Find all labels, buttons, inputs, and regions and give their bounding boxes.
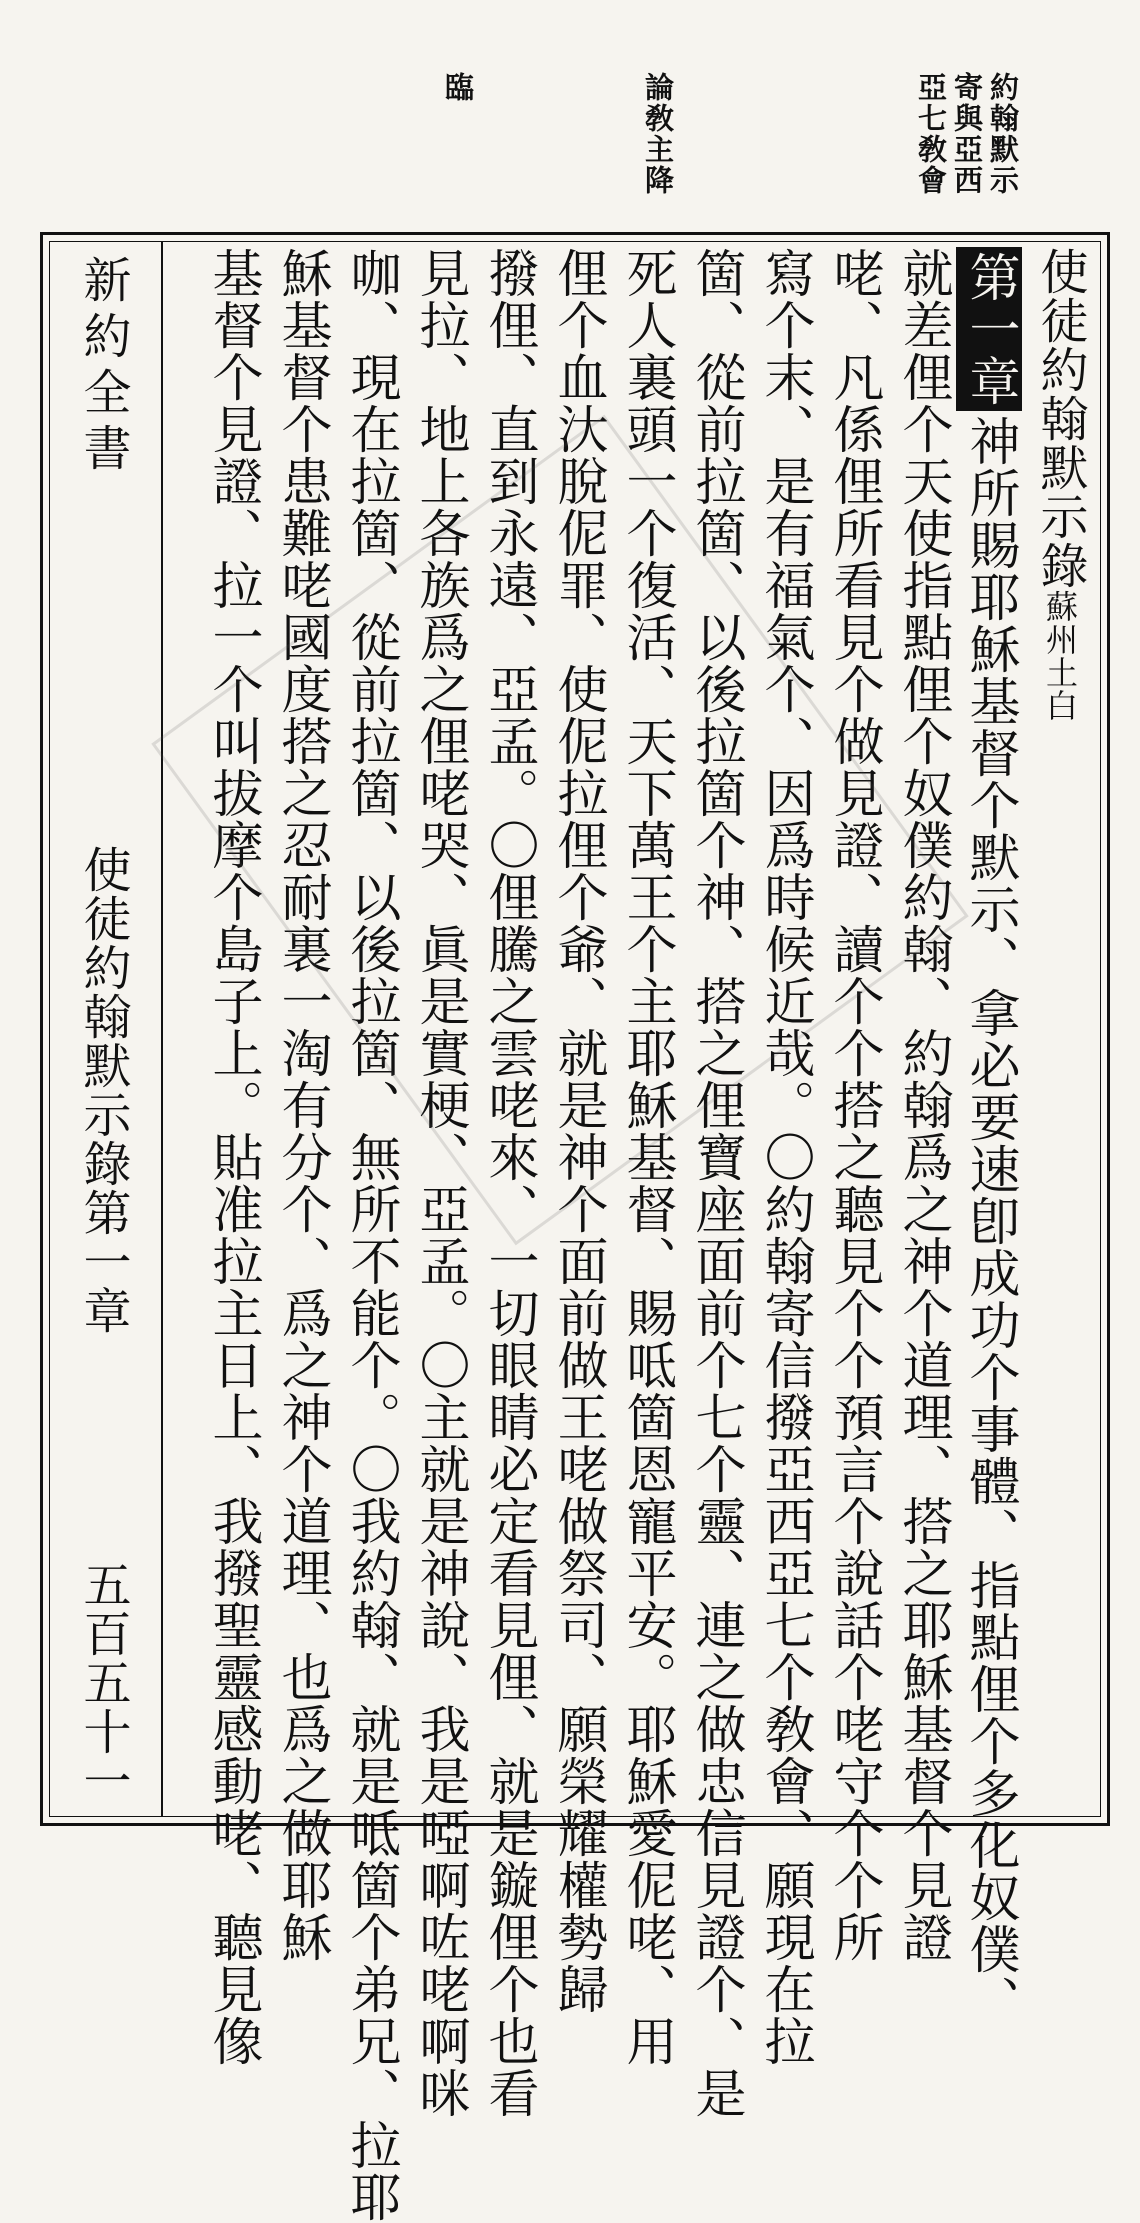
text-column: 箇、從前拉箇、以後拉箇个神、搭之俚寶座面前个七个靈、連之做忠信見證个、是 xyxy=(686,247,745,2119)
text-column: 寫个末、是有福氣个、因爲時候近哉。〇約翰寄信撥亞西亞七个敎會、願現在拉 xyxy=(755,247,814,2067)
text-column: 撥俚、直到永遠、亞孟。〇俚騰之雲咾來、一切眼睛必定看見俚、就是鏇俚个也看 xyxy=(479,247,538,2119)
margin-note: 亞七敎會 xyxy=(914,72,948,196)
text-column: 咖、現在拉箇、從前拉箇、以後拉箇、無所不能个。〇我約翰、就是呧箇个弟兄、拉耶 xyxy=(341,247,400,2223)
margin-notes xyxy=(440,72,1020,222)
page-number: 五百五十一 xyxy=(75,1560,131,1805)
page-frame xyxy=(40,232,1110,2223)
book-title: 新約全書 xyxy=(75,255,131,479)
text-column: 基督个見證、拉一个叫拔摩个島子上。貼准拉主日上、我撥聖靈感動咾、聽見像 xyxy=(203,247,262,2067)
text-column: 就差俚个天使指點俚个奴僕約翰、約翰爲之神个道理、搭之耶穌基督个見證 xyxy=(893,247,952,1963)
margin-note: 論敎主降 xyxy=(641,72,675,196)
text-column: 死人裏頭一个復活、天下萬王个主耶穌基督、賜呧箇恩寵平安。耶穌愛伲咾、用 xyxy=(617,247,676,2067)
text-column: 咾、凡係俚所看見个做見證、讀个个搭之聽見个个預言个說話个咾守个个所 xyxy=(824,247,883,1963)
text-column xyxy=(956,247,1022,2027)
text-line: 神所賜耶穌基督个默示、拿必要速卽成功个事體、指點俚个多化奴僕、 xyxy=(960,415,1019,2027)
margin-note: 約翰默示 xyxy=(986,72,1020,196)
chapter-label: 使徒約翰默示錄第一章 xyxy=(75,845,131,1335)
column-divider xyxy=(161,242,163,1816)
margin-note: 寄與亞西 xyxy=(950,72,984,196)
chapter-mark: 第一章 xyxy=(956,247,1022,411)
author-note: 蘇州土白 xyxy=(1041,590,1079,722)
text-column: 見拉、地上各族爲之俚咾哭、眞是實梗、亞孟。〇主就是神說、我是啞啊咗咾啊咪 xyxy=(410,247,469,2119)
text-column: 穌基督个患難咾國度搭之忍耐裏一淘有分个、爲之神个道理、也爲之做耶穌 xyxy=(272,247,331,1963)
margin-note: 臨 xyxy=(441,72,475,103)
header-column xyxy=(1029,247,1091,722)
text-column: 俚个血汏脫伲罪、使伲拉俚个爺、就是神个面前做王咾做祭司、願榮耀權勢歸 xyxy=(548,247,607,2015)
text-body xyxy=(173,247,1091,2223)
book-header: 使徒約翰默示錄 xyxy=(1032,247,1088,590)
